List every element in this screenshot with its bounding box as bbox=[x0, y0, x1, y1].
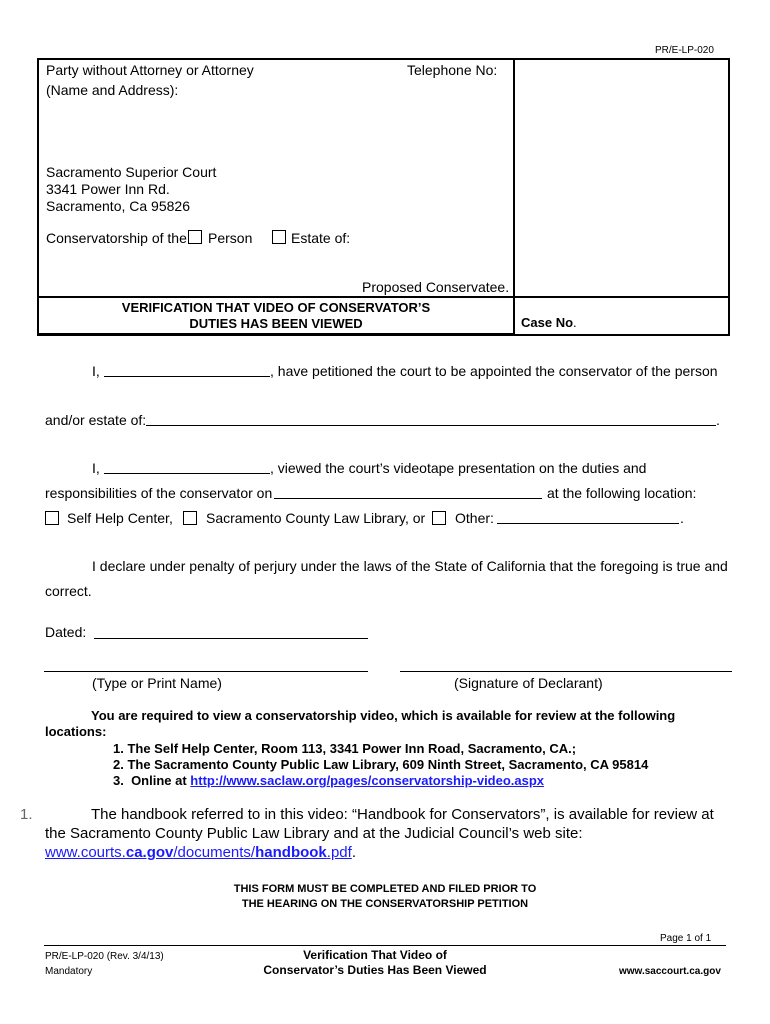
form-title-line1: VERIFICATION THAT VIDEO OF CONSERVATOR’S bbox=[121, 300, 431, 315]
person-label: Person bbox=[208, 230, 253, 246]
name-address-label: (Name and Address): bbox=[46, 82, 179, 98]
petitioner-name-line[interactable] bbox=[104, 376, 270, 377]
footer-title bbox=[240, 948, 510, 978]
estate-of-label: and/or estate of: bbox=[45, 412, 147, 428]
handbook-url-d: handbook bbox=[255, 844, 327, 861]
form-id: PR/E-LP-020 bbox=[655, 45, 714, 56]
declaration-line1: I declare under penalty of perjury under the laws of the State of California that the foregoing is true and bbox=[92, 558, 728, 574]
title-bottom-line bbox=[37, 333, 515, 334]
p1-i: I, bbox=[92, 363, 100, 379]
footer-rule bbox=[44, 945, 726, 946]
declaration-line2: correct. bbox=[45, 583, 92, 599]
filing-notice-line1: THIS FORM MUST BE COMPLETED AND FILED PRIOR TO bbox=[233, 883, 537, 895]
handbook-line2: the Sacramento County Public Law Library and at the Judicial Council’s web site: bbox=[45, 825, 583, 842]
other-location-line[interactable] bbox=[497, 523, 679, 524]
case-no-label: Case No bbox=[521, 315, 574, 330]
notice-intro-line2: locations: bbox=[45, 724, 107, 739]
video-link[interactable]: http://www.saclaw.org/pages/conservatorship-video.aspx bbox=[190, 773, 545, 788]
handbook-link[interactable] bbox=[45, 844, 352, 861]
type-print-label: (Type or Print Name) bbox=[92, 675, 222, 691]
self-help-label: Self Help Center, bbox=[67, 510, 173, 526]
telephone-label: Telephone No: bbox=[407, 62, 498, 78]
estate-checkbox[interactable] bbox=[272, 230, 286, 244]
other-checkbox[interactable] bbox=[432, 511, 446, 525]
form-title-line2: DUTIES HAS BEEN VIEWED bbox=[189, 316, 363, 331]
other-end: . bbox=[680, 510, 684, 526]
estate-label: Estate of: bbox=[291, 230, 351, 246]
footer-title-line1: Verification That Video of bbox=[303, 948, 447, 962]
viewer-name-line[interactable] bbox=[104, 473, 270, 474]
notice-intro-line1: You are required to view a conservatorship video, which is available for review at the following bbox=[91, 708, 676, 723]
p3-text: , viewed the court’s videotape presentation on the duties and bbox=[270, 460, 647, 476]
handbook-number: 1. bbox=[20, 806, 33, 823]
dated-label: Dated: bbox=[45, 624, 87, 640]
viewed-date-line[interactable] bbox=[274, 498, 542, 499]
party-label: Party without Attorney or Attorney bbox=[46, 62, 254, 78]
footer-mandatory: Mandatory bbox=[45, 966, 93, 977]
case-no bbox=[521, 315, 577, 330]
signature-line[interactable] bbox=[400, 671, 732, 672]
handbook-url-a: www.courts. bbox=[45, 844, 126, 861]
notice-item-2: 2. The Sacramento County Public Law Library, 609 Ninth Street, Sacramento, CA 95814 bbox=[113, 757, 649, 772]
footer-website: www.saccourt.ca.gov bbox=[619, 966, 721, 977]
footer-title-line2: Conservator’s Duties Has Been Viewed bbox=[263, 963, 487, 977]
p1-text: , have petitioned the court to be appointed the conservator of the person bbox=[270, 363, 718, 379]
signature-label: (Signature of Declarant) bbox=[454, 675, 603, 691]
conservatorship-label: Conservatorship of the bbox=[46, 230, 187, 246]
page-number: Page 1 of 1 bbox=[660, 933, 712, 944]
self-help-checkbox[interactable] bbox=[45, 511, 59, 525]
notice-item-3-label: 3. Online at bbox=[113, 773, 191, 788]
caption-divider-vertical bbox=[513, 58, 515, 336]
other-label: Other: bbox=[455, 510, 494, 526]
handbook-url-row bbox=[45, 844, 356, 861]
law-library-checkbox[interactable] bbox=[183, 511, 197, 525]
form-title bbox=[37, 300, 515, 332]
person-checkbox[interactable] bbox=[188, 230, 202, 244]
law-library-label: Sacramento County Law Library, or bbox=[206, 510, 426, 526]
court-city: Sacramento, Ca 95826 bbox=[46, 198, 190, 214]
handbook-line1: The handbook referred to in this video: “Handbook for Conservators”, is available for review at bbox=[91, 806, 714, 823]
filing-notice-line2: THE HEARING ON THE CONSERVATORSHIP PETITION bbox=[241, 898, 529, 910]
handbook-url-c: /documents/ bbox=[173, 844, 256, 861]
estate-of-end: . bbox=[716, 412, 720, 428]
estate-of-line[interactable] bbox=[146, 425, 716, 426]
caption-divider-horizontal bbox=[37, 296, 730, 298]
footer-form-rev: PR/E-LP-020 (Rev. 3/4/13) bbox=[45, 951, 164, 962]
notice-item-1: 1. The Self Help Center, Room 113, 3341 Power Inn Road, Sacramento, CA.; bbox=[113, 741, 577, 756]
p3-i: I, bbox=[92, 460, 100, 476]
dated-line[interactable] bbox=[94, 638, 368, 639]
court-street: 3341 Power Inn Rd. bbox=[46, 181, 170, 197]
handbook-url-e: .pdf bbox=[326, 844, 352, 861]
proposed-conservatee-label: Proposed Conservatee. bbox=[362, 279, 510, 295]
court-name: Sacramento Superior Court bbox=[46, 164, 217, 180]
responsibilities-label: responsibilities of the conservator on bbox=[45, 485, 273, 501]
case-no-period: . bbox=[573, 315, 577, 330]
handbook-url-b: ca.gov bbox=[125, 844, 174, 861]
print-name-line[interactable] bbox=[44, 671, 368, 672]
location-label: at the following location: bbox=[547, 485, 697, 501]
notice-item-3 bbox=[113, 773, 544, 788]
handbook-url-end: . bbox=[351, 844, 356, 861]
